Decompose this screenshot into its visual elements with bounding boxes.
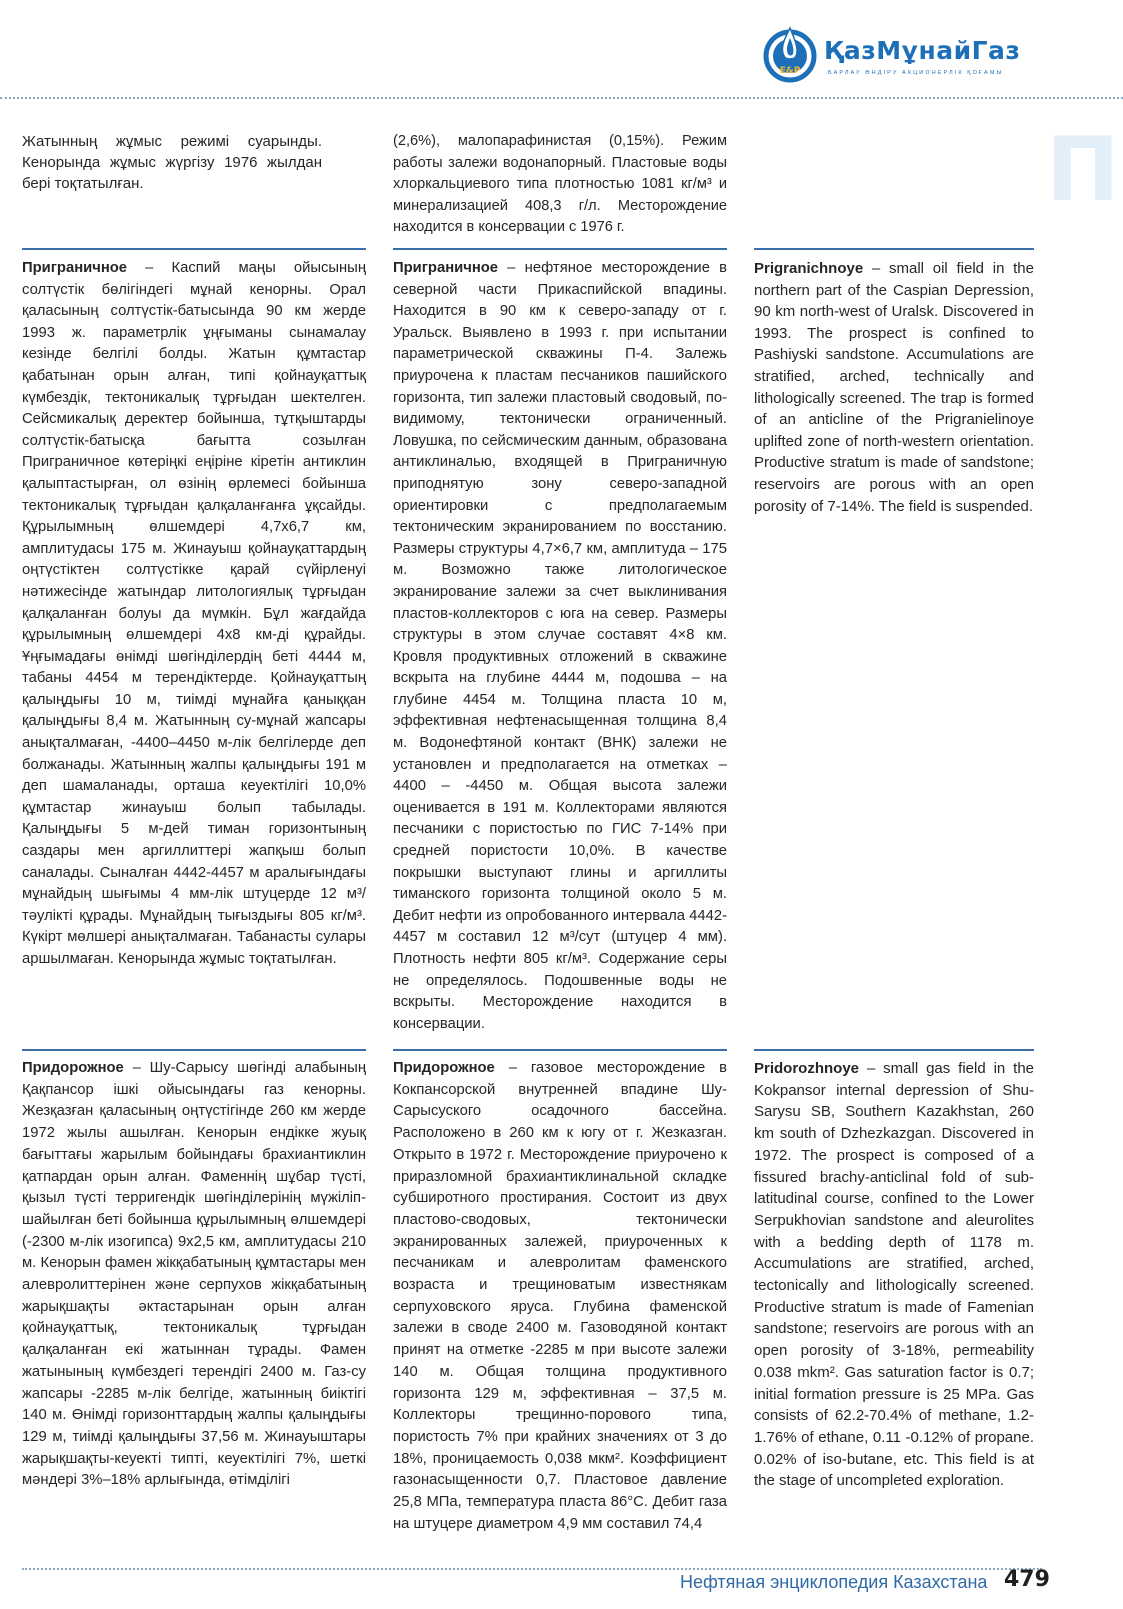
entry2-kz	[22, 1058, 366, 1492]
entry2-kz-text: – Шу-Сарысу шөгінді алабының Қақпансор ішкі ойысындағы газ кенорны. Жезқазған қаласының оңтүстігінде 260 км жерде 1972 жылы ашылған. Кенорын ендікке жуық бағыттағы жарылым бойындағы брахиантиклин қатпардан орын алған. Фаменнің шұбар түсті, қызыл түсті терригендік шөгінділерінің мүжіліп-шайылған беті бойынша құрылымның өлшемдері (-2300 м-лік изогипса) 9х2,5 км, амплитудасы 210 м. Кенорын фамен жікқабатының құмтастары мен алевролиттерінен және серпухов жікқабатының жарықшақты әктастарынан орын алған қойнауқаттық, тектоникалық тұрғыдан қалқаланған екі жатыннан тұрады. Фамен жатынының күмбездегі терендігі 2400 м. Газ-су жапсары -2285 м-лік белгіде, жатынның биіктігі 140 м. Өнімді горизонттардың жалпы қалыңдығы 129 м, тиімді қалыңдығы 37,56 м. Жинауыштары жарықшақты-кеуекті типті, кеуектілігі 7%, шеткі мәндері 3%–18% арлығында, өтімділігі	[22, 1060, 366, 1489]
entry2-en-term: Pridorozhnoye	[754, 1060, 860, 1077]
logo-badge: Е&Р	[779, 66, 801, 76]
logo-subtitle: БАРЛАУ ӨНДІРУ АКЦИОНЕРЛІК ҚОҒАМЫ	[828, 70, 1004, 76]
entry1-kz-term: Пригpаничное	[22, 260, 128, 276]
footer-divider	[22, 1568, 1042, 1570]
entry1-en-term: Prigranichnoye	[754, 260, 864, 277]
entry1-rule-kz	[22, 248, 366, 250]
entry2-en-text: – small gas field in the Kokpansor internal depression of Shu-Sarysu SB, Southern Kazakhstan, 260 km south of Dzhezkazgan. Discovered in 1972. The prospect is composed of a fissured brachy-anticlinal fold of sub-latitudinal course, confined to the Lower Serpukhovian sandstone and aleurolites with a bedding depth of 1178 m. Accumulations are stratified, arched, tectonically and lithologically screened. Productive stratum is made of Famenian sandstone; reservoirs are porous with an open porosity of 3-18%, permeability 0.038 mkm². Gas saturation factor is 0.7; initial formation pressure is 25 MPa. Gas consists of 62.2-70.4% of methane, 1.2-1.76% of ethane, 0.11 -0.12% of propane. 0.02% of iso-butane, etc. This field is at the stage of uncompleted exploration.	[754, 1060, 1034, 1490]
footer-title: Нефтяная энциклопедия Казахстана	[680, 1572, 988, 1592]
page-number: 479	[1004, 1567, 1050, 1592]
entry1-ru-text: – нефтяное месторождение в северной части Прикаспийской впадины. Находится в 90 км к северо-западу от г. Уральск. Выявлено в 1993 г. при испытании параметрической скважины П-4. Залежь приурочена к пластам песчаников пашийского горизонта, тип залежи пластовый сводовый, по-видимому, тектонически ограниченный. Ловушка, по сейсмическим данным, образована антиклиналью, входящей в Приграничную приподнятую зону северо-западной ориентировки с предполагаемым тектоническим экранированием по восстанию. Размеры структуры 4,7×6,7 км, амплитуда – 175 м. Возможно также литологическое экранирование залежи за счет выклинивания пластов-коллекторов с юга на север. Размеры структуры в этом случае составят 4×8 км. Кровля продуктивных отложений в скважине вскрыта на глубине 4444 м, подошва – на глубине 4454 м. Толщина пласта 10 м, эффективная нефтенасыщенная толщина 8,4 м. Водонефтяной контакт (ВНК) залежи не установлен и предполагается на отметках –4400 – -4450 м. Общая высота залежи оценивается в 191 м. Коллекторами являются песчаники с пористостью по ГИС 7-14% при средней пористости 10,0%. В качестве покрышки выступают глины и аргиллиты тиманского горизонта толщиной около 5 м. Дебит нефти из опробованного интервала 4442-4457 м составил 12 м³/сут (штуцер 4 мм). Плотность нефти 805 кг/м³. Содержание серы не определялось. Подошвенные воды не вскрыты. Месторождение находится в консервации.	[393, 260, 727, 1032]
entry2-ru-term: Придорожное	[393, 1060, 495, 1076]
top-ru-text: (2,6%), малопарафинистая (0,15%). Режим работы залежи водонапорный. Пластовые воды хлоркальциевого типа плотностью 1081 кг/м³ и минерализацией 408,3 г/л. Месторождение находится в консервации с 1976 г.	[393, 133, 727, 236]
flame-emblem-icon	[762, 26, 818, 82]
entry1-kz-text: – Каспий маңы ойысының солтүстік бөлігіндегі мұнай кенорны. Орал қаласының солтүстік-батысында 90 км жерде 1993 ж. параметрлік ұңғыманы сынамалау кезінде белгілі болды. Жатын құмтастар қабатынан орын алған, типі қойнауқаттық күмбездік, тектоникалық тұрғыдан шектелген. Сейсмикалық деректер бойынша, тұтқыштарды солтүстік-батысқа бағытта созылған Приграничное көтеріңкі еңіріне кіретін антиклин қалыптастырған, ол өзінің өрлемесі бойынша тектоникалық тұрғыдан қалқаланғанға ұқсайды. Құрылымның өлшемдері 4,7х6,7 км, амплитудасы 175 м. Жинауыш қойнауқаттардың оңтүстіктен солтүстікке қарай сүйірленуі нәтижесінде жатындар литологиялық тұрғыдан қалқаланған болуы да мүмкін. Бұл жағдайда құрылымның өлшемдері 4х8 км-ді құрайды. Ұңғымадағы өнімді шөгінділердің беті 4444 м, табаны 4454 м терендіктерде. Қойнауқаттың қалыңдығы 10 м, тиімді мұнайға қаныққан қалыңдығы 8,4 м. Жатынның су-мұнай жапсары анықталмаған, -4400–4450 м-лік белгілерде деп болжанады. Жатынның жалпы қалыңдығы 191 м деп шамаланады, орташа кеуектілігі 10,0% құмтастар жинауыш болып табылады. Қалыңдығы 5 м-дей тиман горизонтының саздары мен аргиллиттері жапқыш болып саналады. Сыналған 4442-4457 м аралығындағы мұнайдың шығымы 4 мм-лік штуцерде 12 м³/тәулікті құрады. Мұнайдың тығыздығы 805 кг/м³. Күкірт мөлшері анықталмаған. Табанасты сулары аршылмаған. Кенорында жұмыс тоқтатылған.	[22, 260, 366, 967]
entry1-en	[754, 258, 1034, 517]
entry1-rule-ru	[393, 248, 727, 250]
entry2-rule-en	[754, 1049, 1034, 1051]
top-kz-text: Жатынның жұмыс режимі суарынды. Кенорында жұмыс жүргізу 1976 жылдан бері тоқтатылған.	[22, 133, 322, 192]
entry1-ru	[393, 258, 727, 1035]
entry1-rule-en	[754, 248, 1034, 250]
entry2-rule-ru	[393, 1049, 727, 1051]
entry1-ru-term: Пригpаничное	[393, 260, 499, 276]
entry2-ru	[393, 1058, 727, 1535]
entry2-ru-text: – газовое месторождение в Кокпансорской внутренней впадине Шу-Сарысуского осадочного бассейна. Расположено в 260 км к югу от г. Жезказган. Открыто в 1972 г. Месторождение приурочено к приразломной брахиантиклинальной складке субширотного простирания. Состоит из двух пластово-сводовых, тектонически экранированных залежей, приуроченных к песчаникам и алевролитам фаменского возраста и трещиноватым известнякам серпуховского яруса. Глубина фаменской залежи в своде 2400 м. Газоводяной контакт принят на отметке -2285 м при высоте залежи 140 м. Общая толщина продуктивного горизонта 129 м, эффективная – 37,5 м. Коллекторы трещинно-порового типа, пористость 7% при крайних значениях от 3 до 18%, проницаемость 0,038 мкм². Коэффициент газонасыщенности 0,7. Пластовое давление 25,8 МПа, температура пласта 86°С. Дебит газа на штуцере диаметром 4,9 мм составил 74,4	[393, 1060, 727, 1532]
entry2-kz-term: Придорожное	[22, 1060, 124, 1076]
header-divider	[0, 97, 1123, 99]
entry1-kz	[22, 258, 366, 971]
section-letter-tab: П	[1046, 118, 1120, 221]
logo-name: ҚазМұнайГаз	[824, 36, 1021, 65]
company-logo	[762, 20, 1062, 88]
entry2-rule-kz	[22, 1049, 366, 1051]
entry1-en-text: – small oil field in the northern part of the Caspian Depression, 90 km north-west of Uralsk. Discovered in 1993. The prospect is confined to Pashiyski sandstone. Accumulations are stratified, arched, technically and lithologically screened. The trap is formed of an anticline of the Prigranielinoye uplifted zone of north-western orientation. Productive stratum is made of sandstone; reservoirs are porous with an open porosity of 7-14%. The field is suspended.	[754, 260, 1034, 515]
entry2-en	[754, 1058, 1034, 1492]
